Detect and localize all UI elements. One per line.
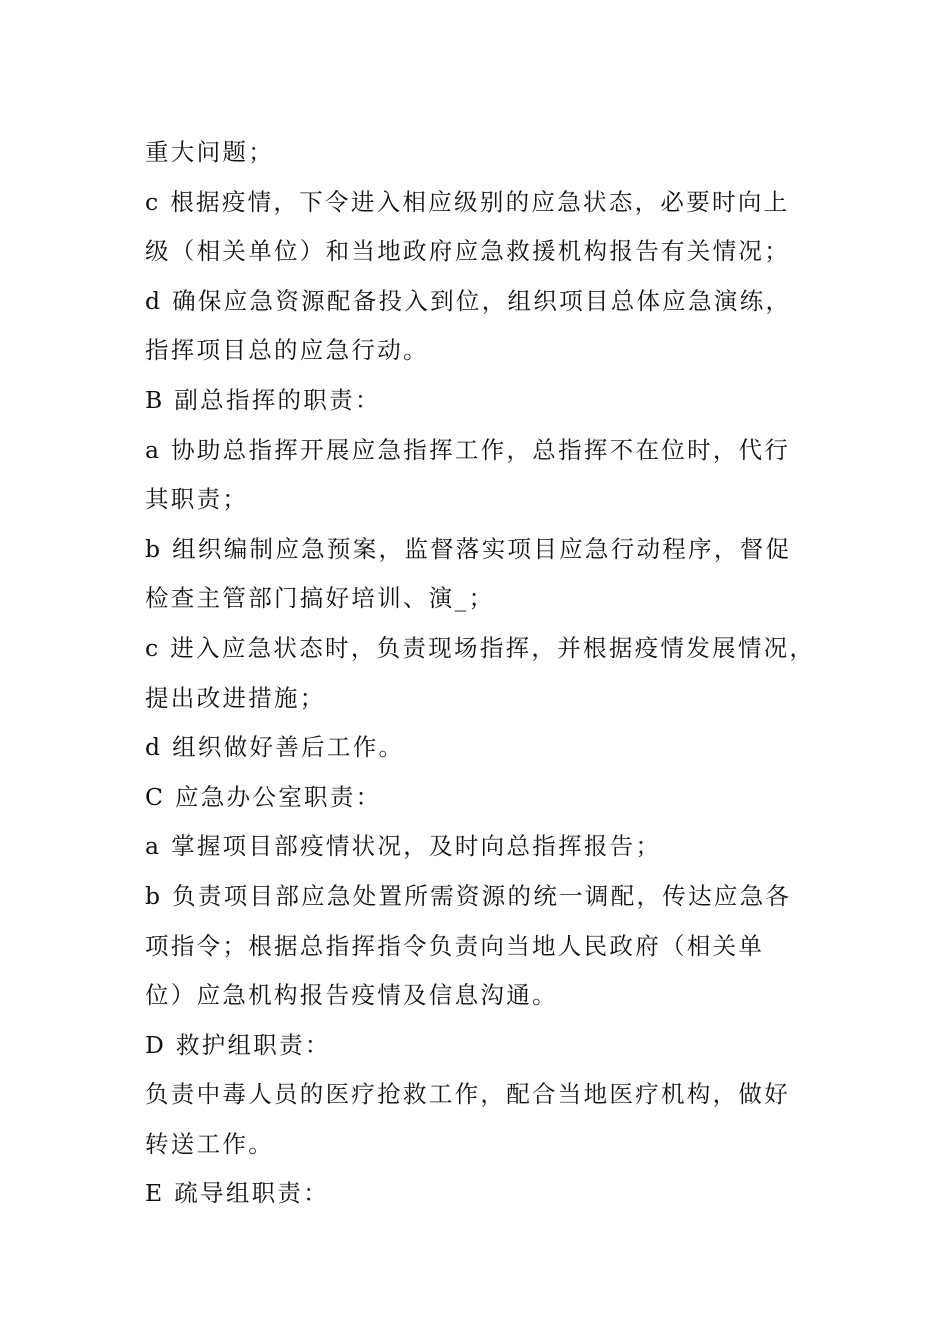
text-line: d 确保应急资源配备投入到位，组织项目总体应急演练， (145, 286, 792, 315)
text-line: 提出改进措施； (145, 683, 326, 712)
text-line: b 负责项目部应急处置所需资源的统一调配，传达应急各 (145, 881, 792, 910)
section-heading: D 救护组职责： (145, 1030, 331, 1059)
document-body (145, 128, 835, 1219)
text-line: d 组织做好善后工作。 (145, 733, 405, 762)
text-line: b 组织编制应急预案，监督落实项目应急行动程序，督促 (145, 534, 792, 563)
text-line: 负责中毒人员的医疗抢救工作，配合当地医疗机构，做好 (145, 1080, 790, 1109)
text-line: 位）应急机构报告疫情及信息沟通。 (145, 981, 558, 1010)
text-line: a 掌握项目部疫情状况，及时向总指挥报告； (145, 832, 662, 861)
text-line: c 进入应急状态时，负责现场指挥，并根据疫情发展情况， (145, 633, 816, 662)
text-line: 指挥项目总的应急行动。 (145, 336, 429, 365)
text-line: a 协助总指挥开展应急指挥工作，总指挥不在位时，代行 (145, 435, 791, 464)
section-heading: C 应急办公室职责： (145, 782, 382, 811)
text-line: c 根据疫情，下令进入相应级别的应急状态，必要时向上 (145, 187, 790, 216)
text-line: 其职责； (145, 485, 249, 514)
section-heading: E 疏导组职责： (145, 1179, 330, 1208)
section-heading: B 副总指挥的职责： (145, 385, 381, 414)
text-line: 项指令；根据总指挥指令负责向当地人民政府（相关单 (145, 931, 765, 960)
text-line: 级（相关单位）和当地政府应急救援机构报告有关情况； (145, 237, 790, 266)
text-line: 检查主管部门搞好培训、演_； (145, 584, 495, 613)
text-line: 重大问题； (145, 138, 274, 166)
text-line: 转送工作。 (145, 1129, 274, 1158)
